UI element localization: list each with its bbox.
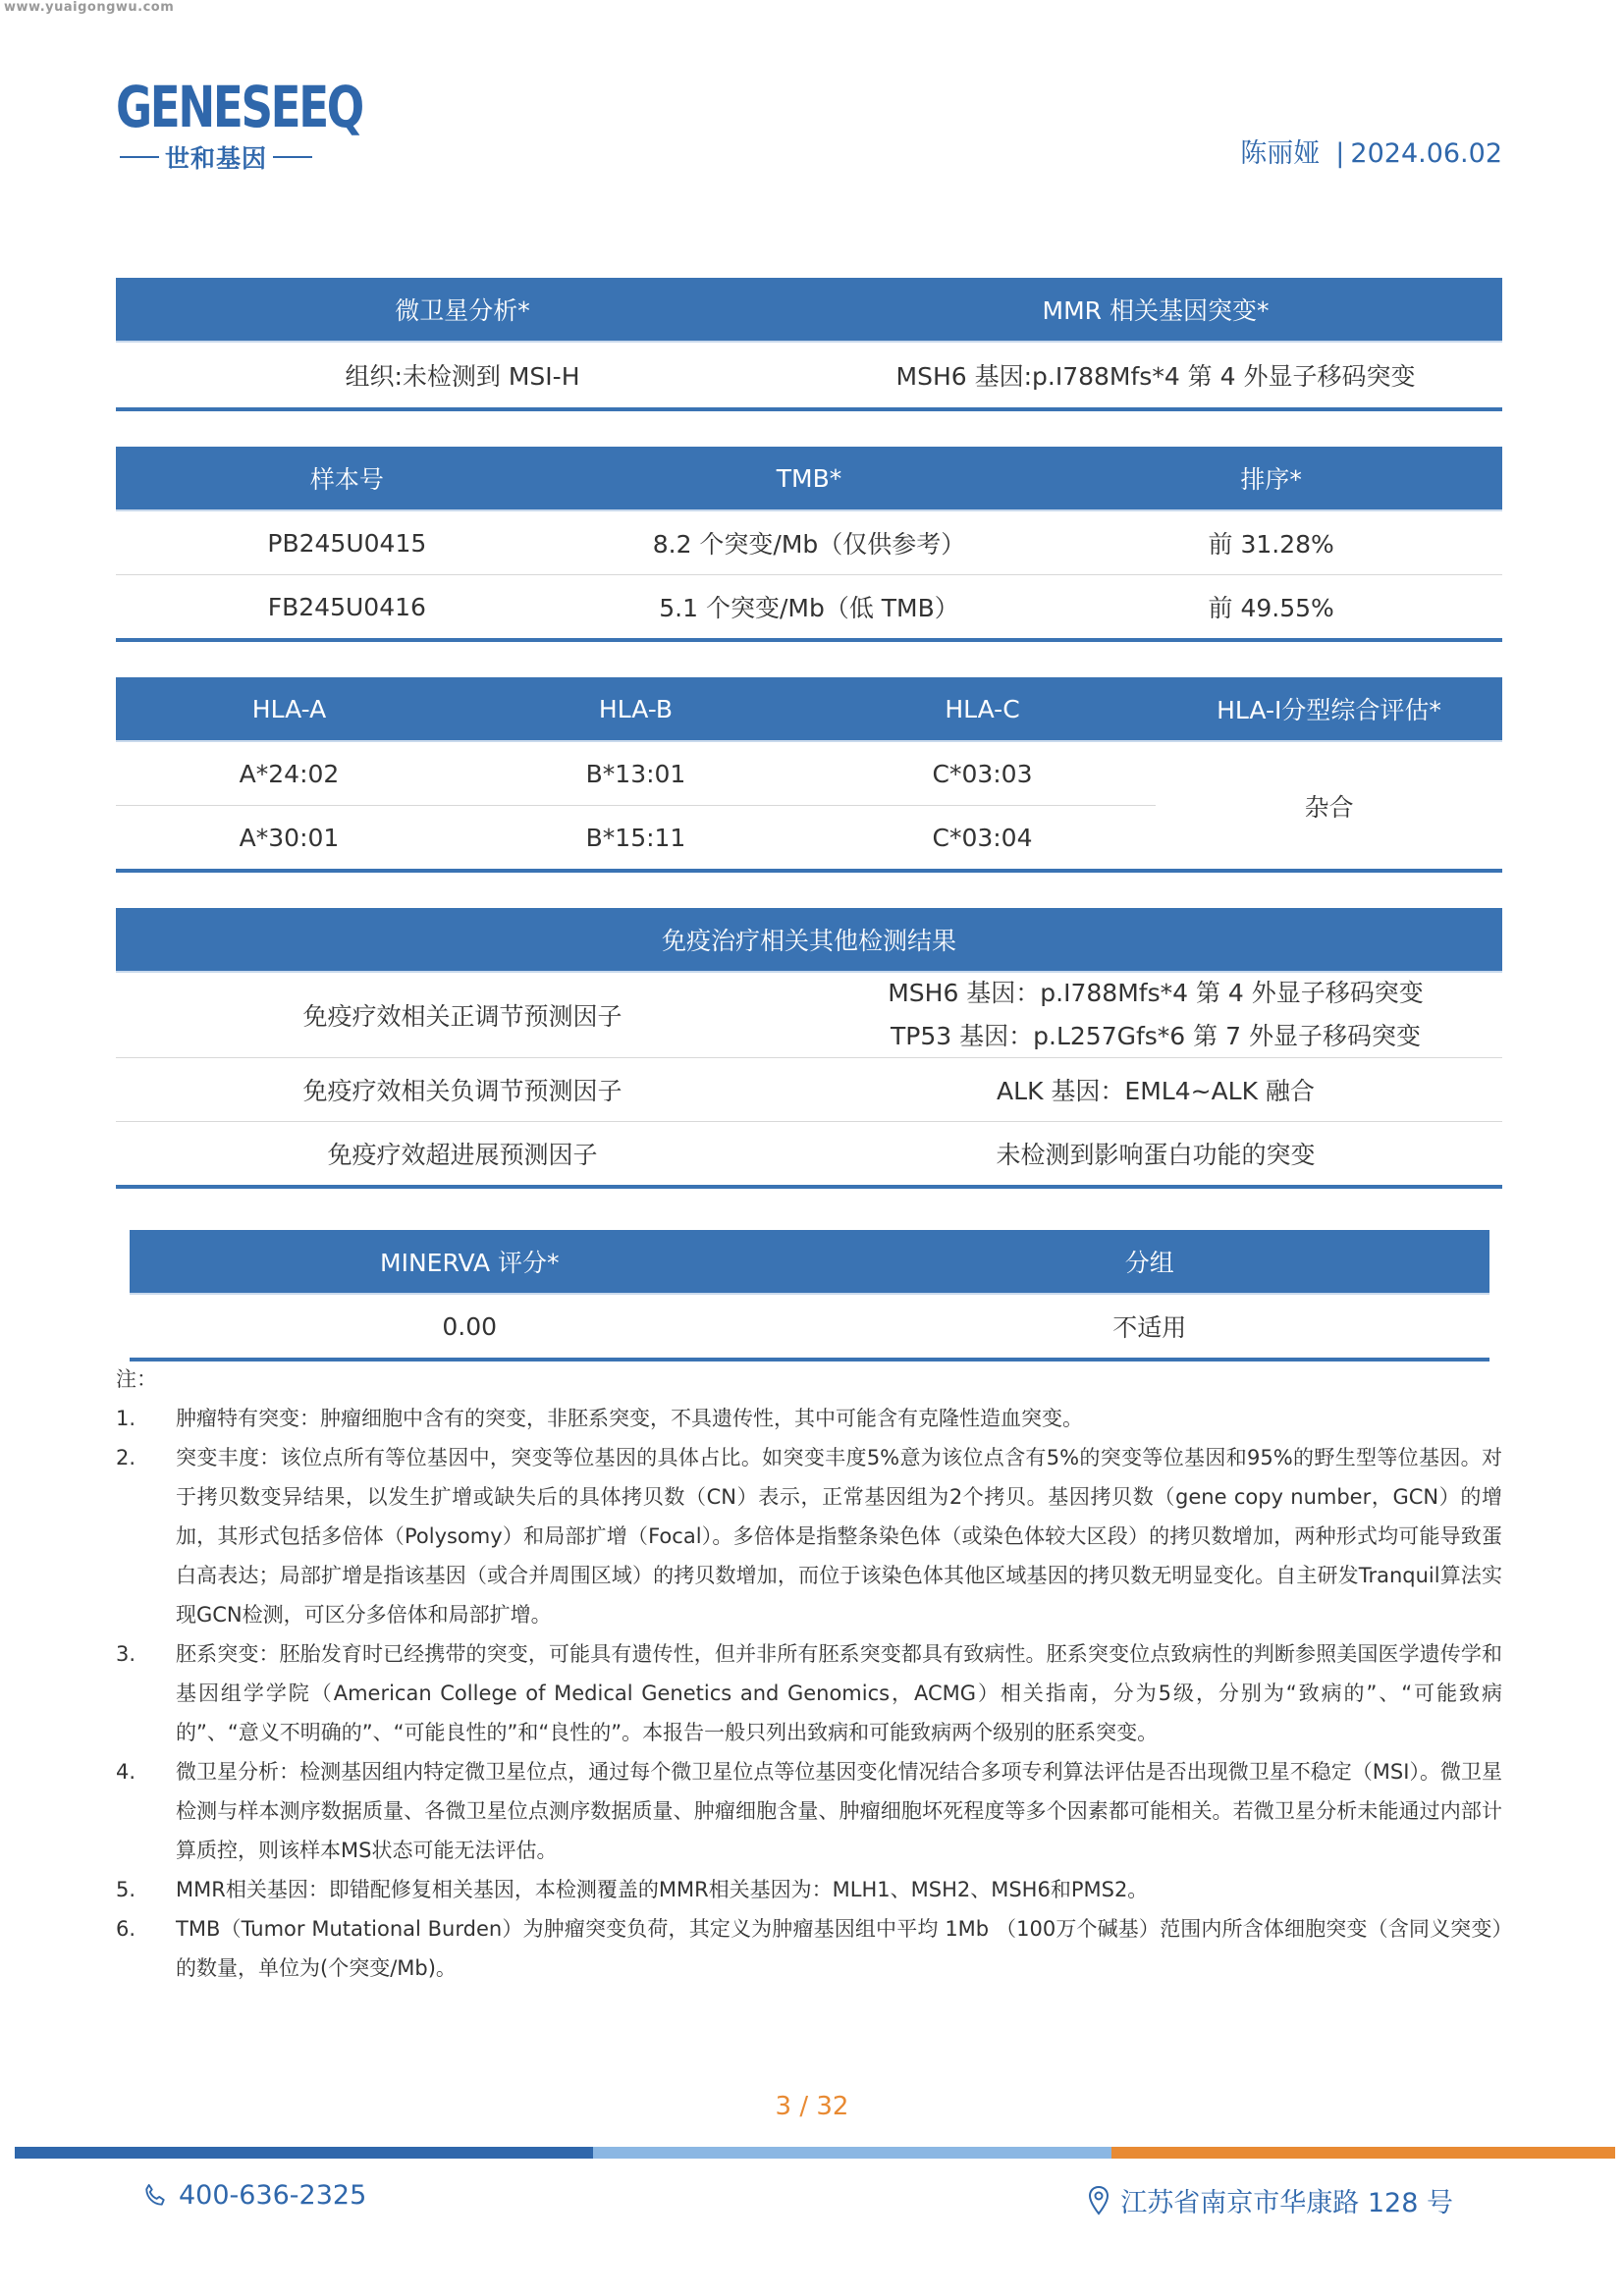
header-info <box>1240 132 1502 170</box>
rank-value: 前 49.55% <box>1208 594 1334 622</box>
table-row <box>116 511 1502 574</box>
table-row <box>116 574 1502 638</box>
note-number: 2. <box>116 1446 136 1469</box>
watermark: www.yuaigongwu.com <box>4 0 175 15</box>
hla-alleles <box>116 742 1156 869</box>
page-separator: / <box>799 2092 809 2121</box>
tmb-value: 8.2 个突变/Mb（仅供参考） <box>652 530 966 559</box>
phone-number: 400-636-2325 <box>179 2180 367 2211</box>
note-text: MMR相关基因：即错配修复相关基因，本检测覆盖的MMR相关基因为：MLH1、MSH2、MSH6和PMS2。 <box>176 1878 1149 1901</box>
sample-id: FB245U0416 <box>267 592 426 621</box>
table-header-row <box>130 1230 1489 1295</box>
note-text: 胚系突变：胚胎发育时已经携带的突变，可能具有遗传性，但并非所有胚系突变都具有致病性。胚系突变位点致病性的判断参照美国医学遗传学和基因组学学院（American College of Medical Genetics and Genomics，ACMG）相关指南，分为5级，分别为“致病的”、“可能致病的”、“意义不明确的”、“可能良性的”和“良性的”。本报告一般只列出致病和可能致病两个级别的胚系突变。 <box>176 1642 1502 1744</box>
note-item <box>116 1634 1502 1752</box>
group-value: 不适用 <box>1112 1313 1187 1342</box>
footer-address <box>1087 2181 1453 2219</box>
header-msi: 微卫星分析* <box>395 296 530 325</box>
hla-a-allele: A*30:01 <box>239 823 340 852</box>
header-group: 分组 <box>1124 1249 1174 1277</box>
table-row <box>116 343 1502 407</box>
hla-body <box>116 742 1502 869</box>
rank-value: 前 31.28% <box>1208 530 1334 559</box>
note-number: 1. <box>116 1407 136 1430</box>
minerva-table <box>130 1230 1489 1362</box>
header-sample-id: 样本号 <box>309 465 384 494</box>
page-current: 3 <box>775 2092 792 2121</box>
footer-bar-light-blue <box>593 2147 1111 2159</box>
factor-values <box>809 972 1502 1058</box>
header-hla-a: HLA-A <box>251 694 327 723</box>
note-item <box>116 1870 1502 1909</box>
mmr-result: MSH6 基因:p.I788Mfs*4 第 4 外显子移码突变 <box>895 362 1416 391</box>
hla-b-allele: B*15:11 <box>585 823 686 852</box>
immune-therapy-table <box>116 908 1502 1189</box>
msi-mmr-table <box>116 278 1502 411</box>
factor-label: 免疫疗效超进展预测因子 <box>327 1141 598 1169</box>
table-row <box>130 1295 1489 1358</box>
table-row <box>116 1121 1502 1185</box>
note-item <box>116 1909 1502 1988</box>
tmb-table <box>116 447 1502 642</box>
header-hla-c: HLA-C <box>945 694 1020 723</box>
hla-c-allele: C*03:03 <box>932 759 1033 788</box>
factor-value: ALK 基因：EML4~ALK 融合 <box>997 1077 1315 1105</box>
header-hla-b: HLA-B <box>598 694 674 723</box>
note-text: TMB（Tumor Mutational Burden）为肿瘤突变负荷，其定义为肿瘤基因组中平均 1Mb （100万个碱基）范围内所含体细胞突变（含同义突变）的数量，单位为(个突变/Mb)。 <box>176 1917 1502 1980</box>
minerva-score: 0.00 <box>442 1311 498 1341</box>
header-minerva: MINERVA 评分* <box>380 1249 560 1277</box>
logo-english: GENESEEQ <box>116 74 362 140</box>
table-header-row <box>116 278 1502 343</box>
note-text: 微卫星分析：检测基因组内特定微卫星位点，通过每个微卫星位点等位基因变化情况结合多项专利算法评估是否出现微卫星不稳定（MSI）。微卫星检测与样本测序数据质量、各微卫星位点测序数据质量、肿瘤细胞含量、肿瘤细胞坏死程度等多个因素都可能相关。若微卫星分析未能通过内部计算质控，则该样本MS状态可能无法评估。 <box>176 1760 1502 1862</box>
note-text: 突变丰度：该位点所有等位基因中，突变等位基因的具体占比。如突变丰度5%意为该位点含有5%的突变等位基因和95%的野生型等位基因。对于拷贝数变异结果，以发生扩增或缺失后的具体拷贝数（CN）表示，正常基因组为2个拷贝。基因拷贝数（gene copy number，GCN）的增加，其形式包括多倍体（Polysomy）和局部扩增（Focal）。多倍体是指整条染色体（或染色体较大区段）的拷贝数增加，两种形式均可能导致蛋白高表达；局部扩增是指该基因（或合并周围区域）的拷贝数增加，而位于该染色体其他区域基因的拷贝数无明显变化。自主研发Tranquil算法实现GCN检测，可区分多倍体和局部扩增。 <box>176 1446 1502 1627</box>
header-immune: 免疫治疗相关其他检测结果 <box>661 927 956 955</box>
factor-value: 未检测到影响蛋白功能的突变 <box>996 1141 1316 1169</box>
logo-left-line <box>120 156 159 158</box>
footer-bar-dark-blue <box>15 2147 593 2159</box>
phone-icon <box>141 2181 169 2211</box>
table-row <box>116 742 1156 805</box>
hla-table <box>116 677 1502 873</box>
location-pin-icon <box>1087 2185 1110 2216</box>
header-separator: | <box>1335 138 1345 169</box>
note-number: 3. <box>116 1642 136 1666</box>
page-total: 32 <box>816 2092 849 2121</box>
table-row <box>116 973 1502 1057</box>
note-number: 5. <box>116 1878 136 1901</box>
factor-value: MSH6 基因：p.I788Mfs*4 第 4 外显子移码突变 <box>888 979 1424 1007</box>
factor-value: TP53 基因：p.L257Gfs*6 第 7 外显子移码突变 <box>891 1022 1421 1050</box>
logo-chinese-row <box>120 139 312 175</box>
hla-c-allele: C*03:04 <box>932 823 1033 852</box>
report-date: 2024.06.02 <box>1350 138 1502 169</box>
hla-assessment: 杂合 <box>1304 792 1354 822</box>
page-number <box>0 2092 1624 2121</box>
patient-name: 陈丽娅 <box>1240 138 1321 169</box>
address-text: 江苏省南京市华康路 128 号 <box>1120 2188 1453 2218</box>
note-text: 肿瘤特有突变：肿瘤细胞中含有的突变，非胚系突变，不具遗传性，其中可能含有克隆性造血突变。 <box>176 1407 1083 1430</box>
notes-section <box>116 1360 1502 1988</box>
logo-right-line <box>273 156 312 158</box>
note-item <box>116 1399 1502 1438</box>
header-rank: 排序* <box>1240 465 1302 494</box>
table-header-row <box>116 908 1502 973</box>
notes-title: 注： <box>116 1367 157 1391</box>
msi-result: 组织:未检测到 MSI-H <box>345 362 580 391</box>
footer-bar-orange <box>1111 2147 1615 2159</box>
table-row <box>116 1057 1502 1121</box>
table-row <box>116 805 1156 869</box>
table-header-row <box>116 677 1502 742</box>
note-number: 6. <box>116 1917 136 1941</box>
hla-b-allele: B*13:01 <box>585 759 686 788</box>
note-item <box>116 1752 1502 1870</box>
company-logo <box>116 74 362 175</box>
note-number: 4. <box>116 1760 136 1784</box>
logo-chinese: 世和基因 <box>165 144 268 173</box>
table-header-row <box>116 447 1502 511</box>
tmb-value: 5.1 个突变/Mb（低 TMB） <box>659 594 959 622</box>
header-mmr: MMR 相关基因突变* <box>1042 296 1270 325</box>
sample-id: PB245U0415 <box>267 528 427 558</box>
factor-label: 免疫疗效相关正调节预测因子 <box>302 1002 623 1031</box>
footer-phone <box>141 2180 366 2211</box>
hla-a-allele: A*24:02 <box>239 759 340 788</box>
header-hla-assessment: HLA-Ⅰ分型综合评估* <box>1217 696 1441 724</box>
header-tmb: TMB* <box>776 463 842 493</box>
note-item <box>116 1438 1502 1634</box>
factor-label: 免疫疗效相关负调节预测因子 <box>302 1077 623 1105</box>
